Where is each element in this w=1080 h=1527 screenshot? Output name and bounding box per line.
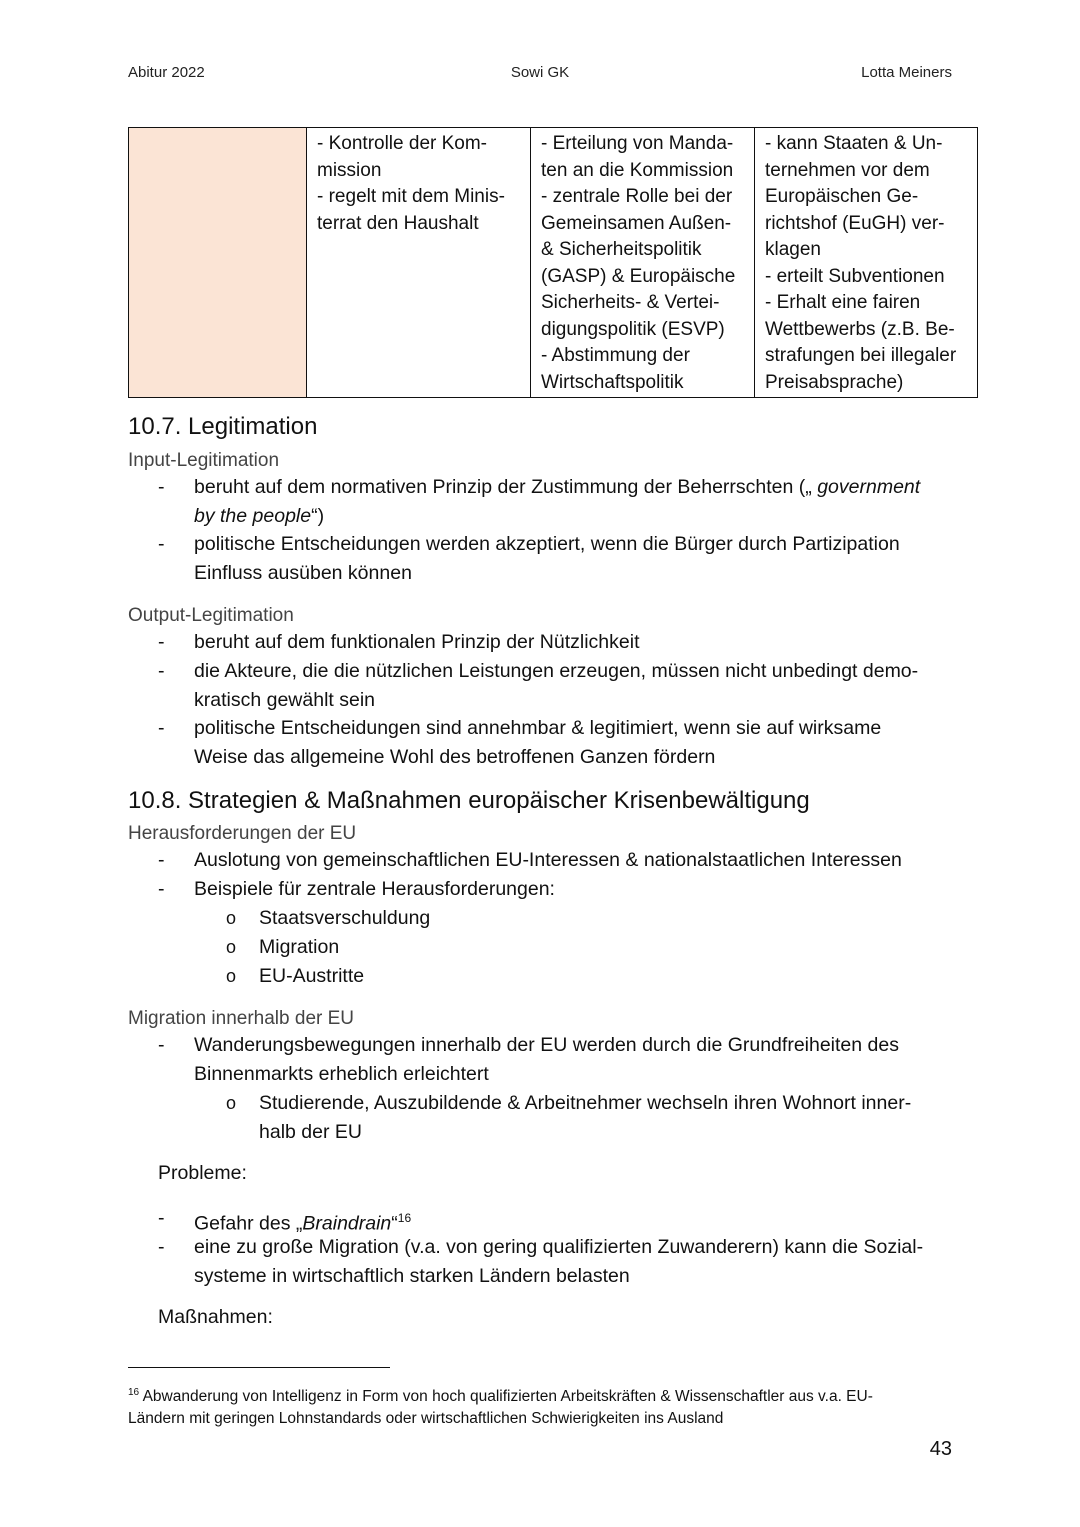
dash-bullet-icon: - — [158, 631, 165, 653]
measures-label: Maßnahmen: — [158, 1306, 273, 1328]
header-left: Abitur 2022 — [128, 64, 205, 81]
footnote-divider — [128, 1367, 390, 1368]
footnote: $^{16}$ Abwanderung von Intelligenz in Form von hoch qualifizierten Arbeitskräften & Wissenschaftler aus v.a. EU- Ländern mit geringen Lohnstandards oder wirtschaftlichen Schwierigkeiten ins Ausland — [128, 1387, 873, 1428]
dash-bullet-icon: - — [158, 878, 165, 900]
table-cell-shaded — [129, 128, 307, 398]
subheading-output-legitimation: Output-Legitimation — [128, 605, 294, 626]
circle-bullet-icon: o — [226, 908, 237, 928]
problems-label: Probleme: — [158, 1162, 247, 1184]
circle-bullet-icon: o — [226, 1093, 237, 1113]
dash-bullet-icon: - — [158, 1236, 165, 1258]
table-cell-council: - Erteilung von Manda- ten an die Kommission - zentrale Rolle bei der Gemeinsamen Außen- & Sicherheitspolitik (GASP) & Europäische Sicherheits- & Vertei- digungspolitik (ESVP) - Abstimmung der Wirtschaftspolitik — [531, 128, 755, 398]
circle-bullet-icon: o — [226, 966, 237, 986]
dash-bullet-icon: - — [158, 660, 165, 682]
dash-bullet-icon: - — [158, 1207, 165, 1229]
page-number: 43 — [929, 1438, 952, 1460]
dash-bullet-icon: - — [158, 849, 165, 871]
document-page: Abitur 2022 Sowi GK Lotta Meiners - Kontrolle der Kom- mission - regelt mit dem Minis- terrat den Haushalt - Erteilung von Manda- ten an die Kommission - zentrale Rolle bei der Gemeinsamen Außen- & Sicherheitspolitik (GASP) & Europäische Sicherheits- & Vertei- digungspolitik (ESVP) - Abstimmung der Wirtschaftspolitik - kann Staaten & Un- ternehmen vor dem Europäischen Ge- richtshof (EuGH) ver- klagen - erteilt Subventionen - Erhalt eine fairen Wettbewerbs (z.B. Be- strafungen bei illegaler Preisabsprache) 10.7. Legitimation Input-Legitimation - beruht auf dem normativen Prinzip der Zustimmung der Beherrschten („ government by the people“) - politische Entscheidungen werden akzeptiert, wenn die Bürger durch Partizipation Einfluss ausüben können Output-Legitimation - beruht auf dem funktionalen Prinzip der Nützlichkeit - die Akteure, die die nützlichen Leistungen erzeugen, müssen nicht unbedingt demo- kratisch gewählt sein - politische Entscheidungen sind annehmbar & legitimiert, wenn sie auf wirksame Weise das allgemeine Wohl des betroffenen Ganzen fördern 10.8. Strategien & Maßnahmen europäischer Krisenbewältigung Herausforderungen der EU - Auslotung von gemeinschaftlichen EU-Interessen & nationalstaatlichen Interessen - Beispiele für zentrale Herausforderungen: o Staatsverschuldung o Migration o EU-Austritte Migration innerhalb der EU - Wanderungsbewegungen innerhalb der EU werden durch die Grundfreiheiten des Binnenmarkts erheblich erleichtert o Studierende, Auszubildende & Arbeitnehmer wechseln ihren Wohnort inner- halb der EU Probleme: - Gefahr des „Braindrain“$^{16}$ - eine zu große Migration (v.a. von gering qualifizierten Zuwanderern) kann die Sozial- systeme in wirtschaftlich starken Ländern belasten Maßnahmen: $^{16}$ Abwanderung von Intelligenz in Form von hoch qualifizierten Arbeitskräften & Wissenschaftler aus v.a. EU- Ländern mit geringen Lohnstandards oder wirtschaftlichen Schwierigkeiten ins Ausland 43 — [0, 0, 1080, 1527]
footnote-reference[interactable]: 16 — [397, 1211, 412, 1225]
dash-bullet-icon: - — [158, 1034, 165, 1056]
dash-bullet-icon: - — [158, 476, 165, 498]
section-title-crisis-management: 10.8. Strategien & Maßnahmen europäischer Krisenbewältigung — [128, 787, 810, 814]
header-right: Lotta Meiners — [861, 64, 952, 81]
subheading-migration: Migration innerhalb der EU — [128, 1008, 355, 1029]
header-center: Sowi GK — [510, 64, 570, 81]
subheading-input-legitimation: Input-Legitimation — [128, 450, 280, 471]
subheading-challenges: Herausforderungen der EU — [128, 823, 357, 844]
eu-institutions-table — [128, 127, 978, 398]
section-title-legitimation: 10.7. Legitimation — [128, 413, 318, 440]
dash-bullet-icon: - — [158, 533, 165, 555]
dash-bullet-icon: - — [158, 717, 165, 739]
table-cell-parliament: - Kontrolle der Kom- mission - regelt mit dem Minis- terrat den Haushalt — [307, 128, 531, 398]
table-row — [129, 128, 978, 398]
table-cell-commission: - kann Staaten & Un- ternehmen vor dem Europäischen Ge- richtshof (EuGH) ver- klagen - erteilt Subventionen - Erhalt eine fairen Wettbewerbs (z.B. Be- strafungen bei illegaler Preisabsprache) — [755, 128, 978, 398]
circle-bullet-icon: o — [226, 937, 237, 957]
